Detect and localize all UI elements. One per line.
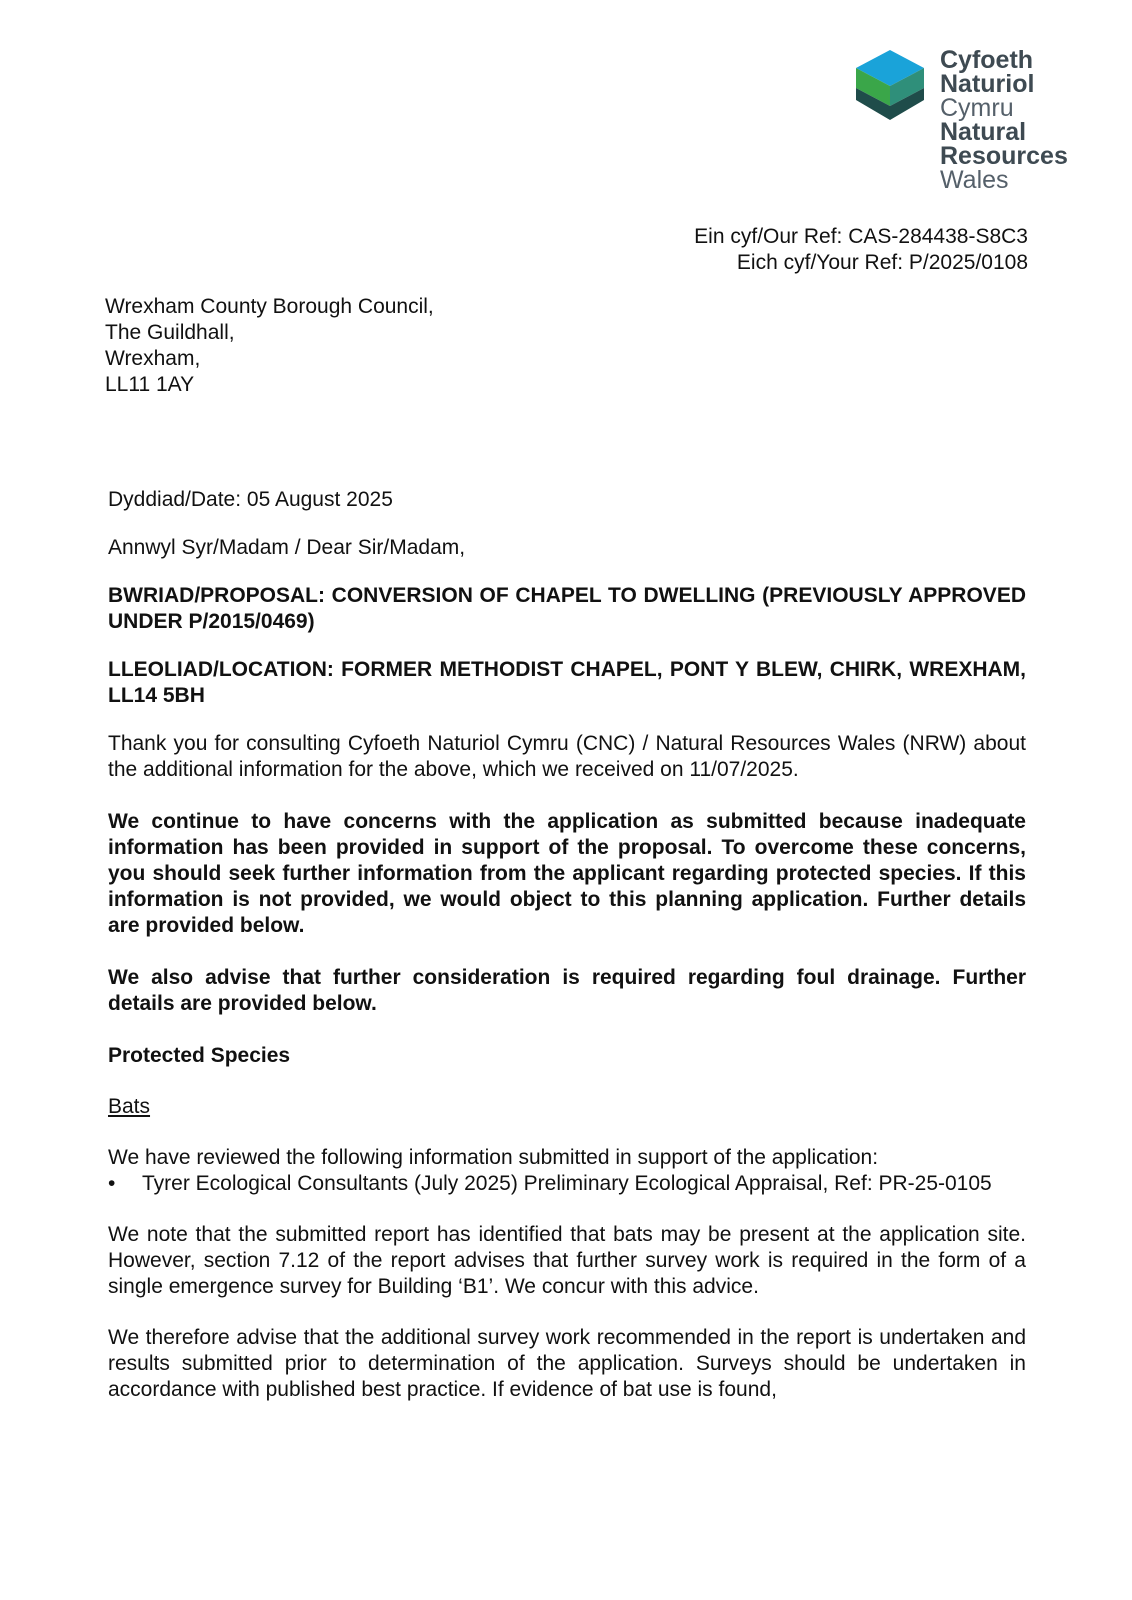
drainage-paragraph: We also advise that further consideration is required regarding foul drainage. Further details are provided below.: [108, 966, 1026, 1015]
bullet-symbol: •: [108, 1172, 116, 1195]
your-reference: Eich cyf/Your Ref: P/2025/0108: [736, 251, 1028, 274]
proposal-heading: BWRIAD/PROPOSAL: CONVERSION OF CHAPEL TO DWELLING (PREVIOUSLY APPROVED UNDER P/2015/0469): [108, 584, 1026, 633]
reference-block: [694, 224, 1028, 276]
protected-species-heading: Protected Species: [108, 1044, 291, 1067]
letter-body: [108, 487, 1026, 1403]
salutation: Annwyl Syr/Madam / Dear Sir/Madam,: [108, 536, 466, 559]
logo-text-cyfoeth: Cyfoeth: [940, 46, 1034, 74]
address-postcode: LL11 1AY: [105, 373, 195, 396]
concerns-paragraph: We continue to have concerns with the application as submitted because inadequate information has been provided in support of the proposal. To overcome these concerns, you should seek further information from the applicant regarding protected species. If this information is not provided, we would object to this planning application. Further details are provided below.: [108, 810, 1026, 937]
recipient-address: [105, 294, 434, 398]
survey-advice-paragraph: We therefore advise that the additional survey work recommended in the report is undertaken and results submitted prior to determination of the application. Surveys should be undertaken in accordance with published best practice. If evidence of bat use is found,: [108, 1326, 1026, 1401]
logo-text-wales: Wales: [940, 166, 1009, 194]
logo-text-natural: Natural: [940, 118, 1027, 146]
location-heading: LLEOLIAD/LOCATION: FORMER METHODIST CHAPEL, PONT Y BLEW, CHIRK, WREXHAM, LL14 5BH: [108, 658, 1026, 707]
our-reference: Ein cyf/Our Ref: CAS-284438-S8C3: [694, 225, 1028, 248]
logo-text-resources: Resources: [940, 142, 1068, 170]
nrw-logo: [852, 48, 1092, 208]
address-line: Wrexham,: [105, 347, 201, 370]
address-line: The Guildhall,: [105, 321, 235, 344]
letter-date: Dyddiad/Date: 05 August 2025: [108, 488, 393, 511]
bullet-text: Tyrer Ecological Consultants (July 2025) Preliminary Ecological Appraisal, Ref: PR-25-0105: [142, 1172, 992, 1195]
bats-note-paragraph: We note that the submitted report has identified that bats may be present at the application site. However, section 7.12 of the report advises that further survey work is required in the form of a single emergence survey for Building ‘B1’. We concur with this advice.: [108, 1223, 1026, 1298]
logo-text-naturiol: Naturiol: [940, 70, 1035, 98]
intro-paragraph: Thank you for consulting Cyfoeth Naturiol Cymru (CNC) / Natural Resources Wales (NRW) about the additional information for the above, which we received on 11/07/2025.: [108, 732, 1026, 781]
logo-text-cymru: Cymru: [940, 94, 1014, 122]
address-line: Wrexham County Borough Council,: [105, 295, 434, 318]
reviewed-paragraph: We have reviewed the following information submitted in support of the application:: [108, 1146, 879, 1169]
list-item: [108, 1171, 1026, 1197]
bats-subheading: Bats: [108, 1095, 151, 1118]
nrw-logo-mark-icon: [852, 48, 928, 124]
